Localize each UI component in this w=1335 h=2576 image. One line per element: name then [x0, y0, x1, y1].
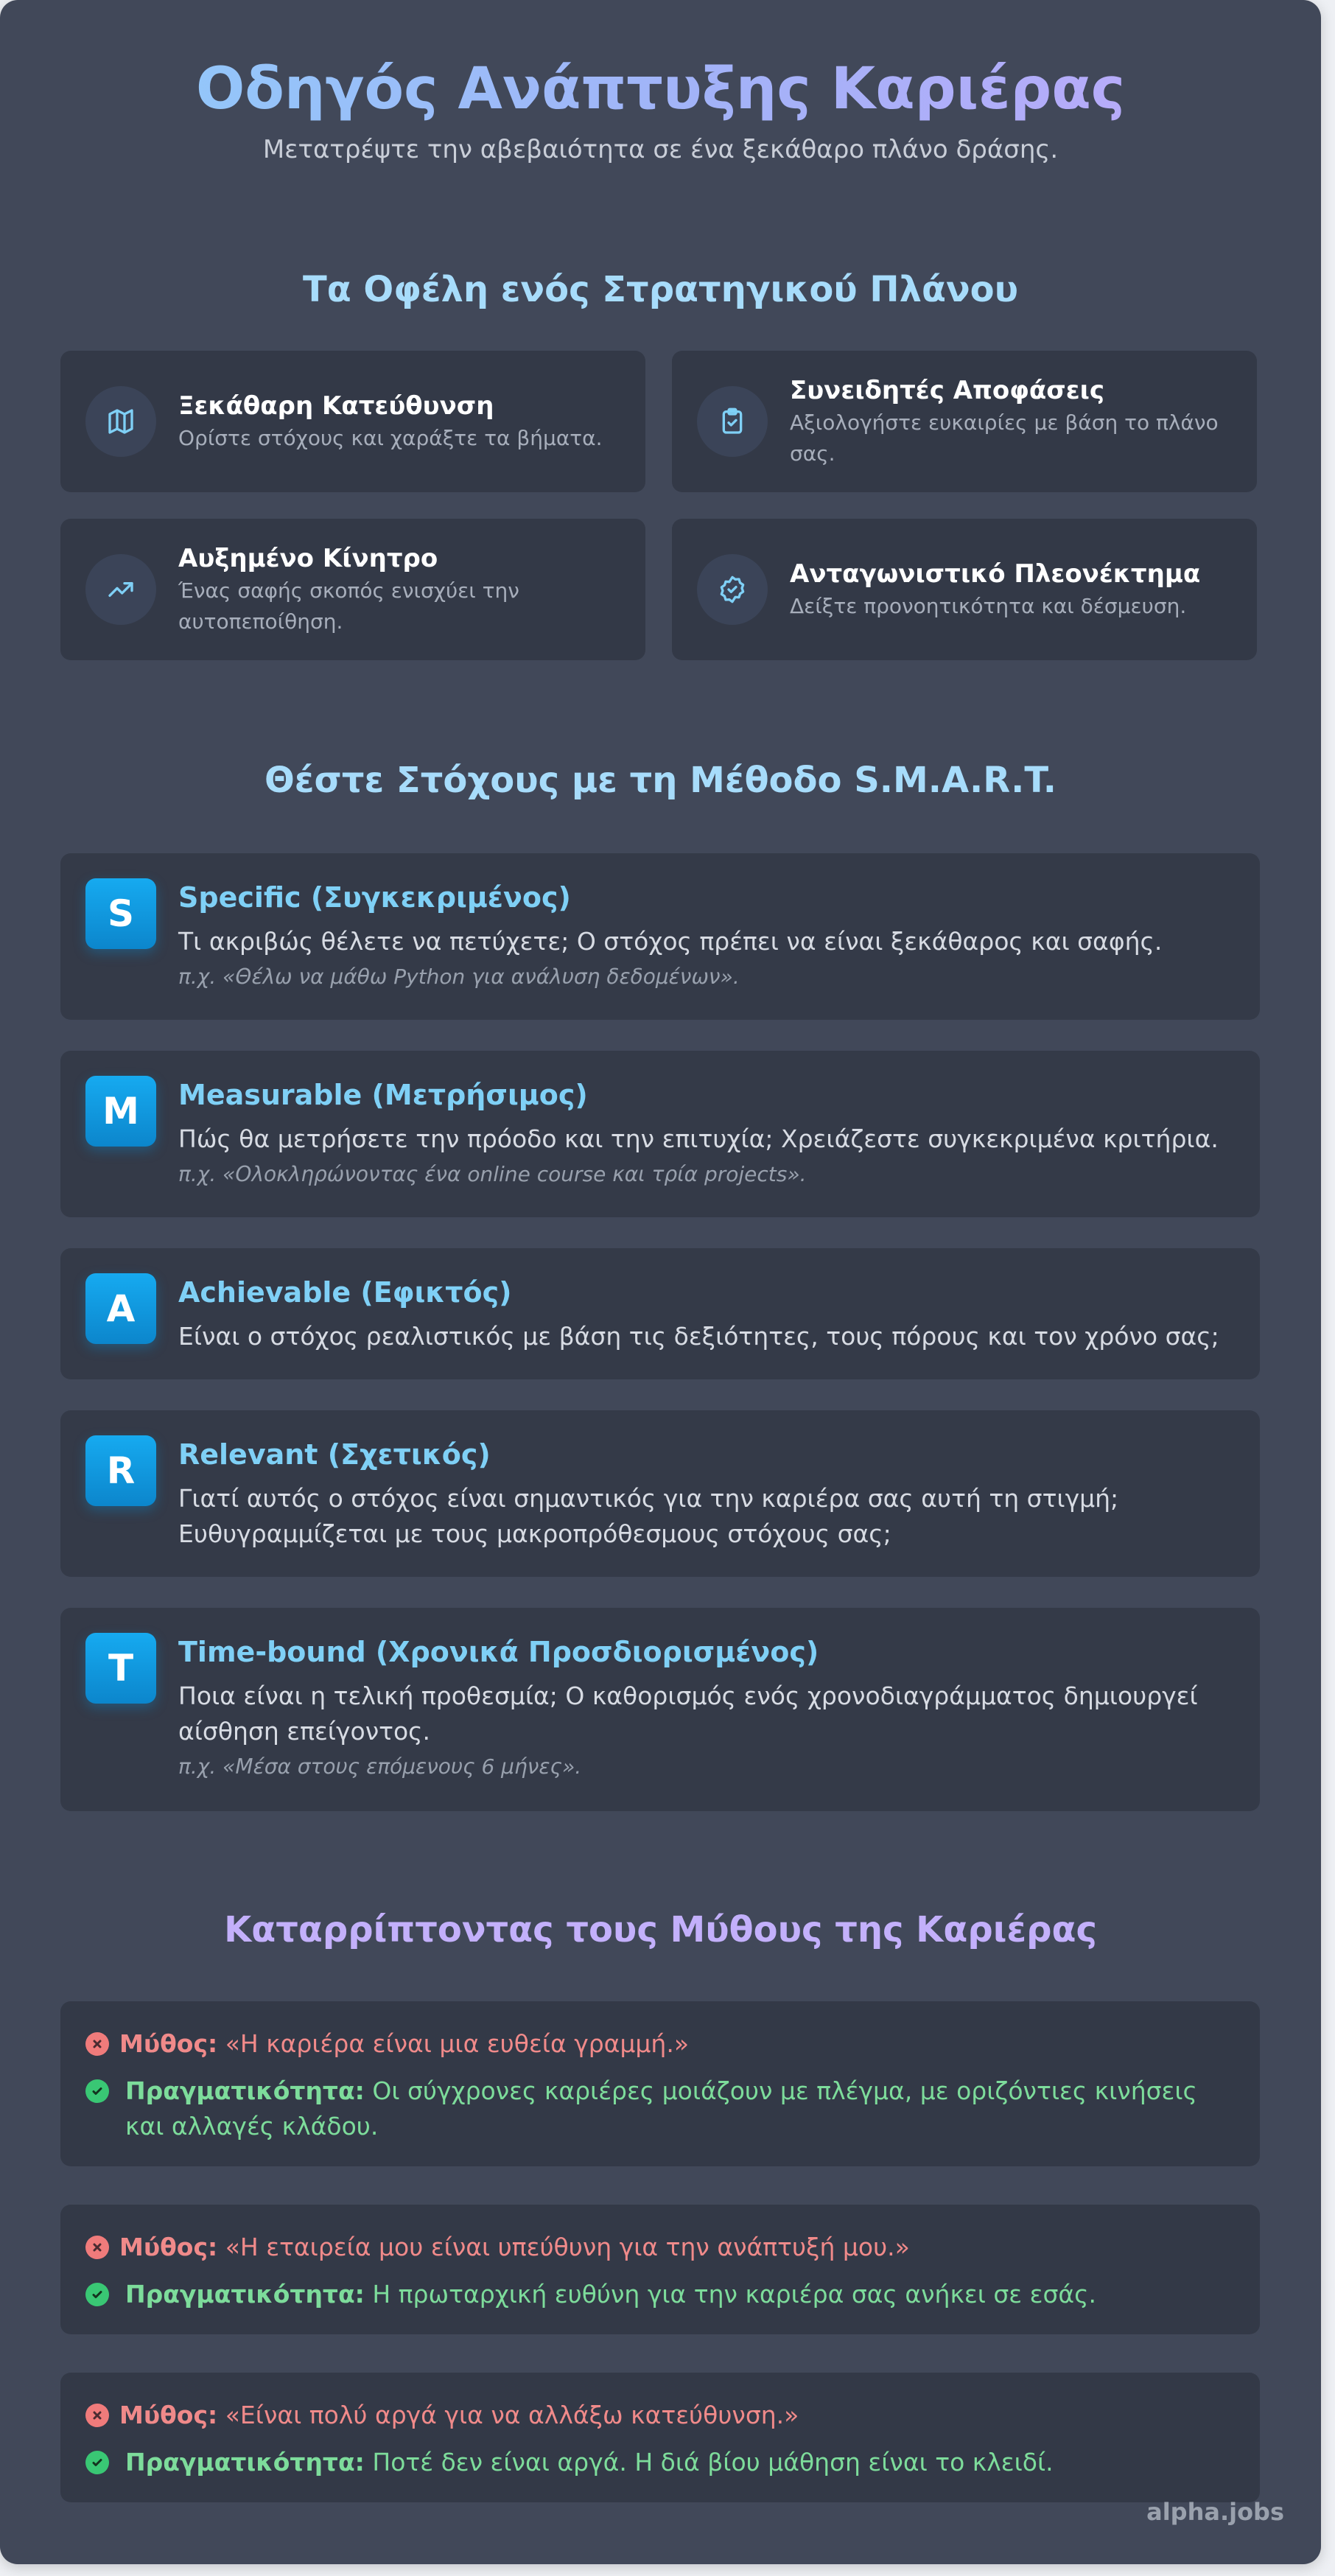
smart-description: Ποια είναι η τελική προθεσμία; Ο καθορισμός ενός χρονοδιαγράμματος δημιουργεί αίσθηση επείγοντος. — [178, 1681, 1198, 1746]
smart-letter-badge: S — [85, 878, 156, 949]
reality-statement: Οι σύγχρονες καριέρες μοιάζουν με πλέγμα, με οριζόντιες κινήσεις και αλλαγές κλάδου. — [125, 2076, 1197, 2141]
trending-up-icon — [85, 554, 156, 625]
smart-heading: Time-bound (Χρονικά Προσδιορισμένος) — [178, 1636, 819, 1668]
x-circle-icon — [85, 2404, 109, 2427]
reality-text — [85, 2073, 1230, 2144]
smart-letter-badge: M — [85, 1076, 156, 1147]
footer-brand[interactable]: alpha.jobs — [1146, 2498, 1284, 2526]
smart-description: Πώς θα μετρήσετε την πρόοδο και την επιτυχία; Χρειάζεστε συγκεκριμένα κριτήρια. — [178, 1124, 1219, 1153]
smart-card-time-bound — [60, 1608, 1260, 1811]
benefit-title: Ξεκάθαρη Κατεύθυνση — [178, 391, 494, 421]
myth-card — [60, 2373, 1260, 2502]
clipboard-check-icon — [697, 386, 768, 457]
myth-statement: «Είναι πολύ αργά για να αλλάξω κατεύθυνση.» — [225, 2401, 799, 2429]
x-circle-icon — [85, 2236, 109, 2259]
smart-example: π.χ. «Θέλω να μάθω Python για ανάλυση δεδομένων». — [178, 965, 740, 989]
map-icon — [85, 386, 156, 457]
smart-heading: Measurable (Μετρήσιμος) — [178, 1079, 588, 1111]
reality-statement: Ποτέ δεν είναι αργά. Η διά βίου μάθηση είναι το κλειδί. — [372, 2448, 1054, 2477]
myth-text — [85, 2230, 1230, 2265]
benefit-desc: Δείξτε προνοητικότητα και δέσμευση. — [790, 594, 1187, 618]
benefits-title: Τα Οφέλη ενός Στρατηγικού Πλάνου — [302, 269, 1019, 310]
smart-example: π.χ. «Μέσα στους επόμενους 6 μήνες». — [178, 1754, 582, 1779]
benefit-card-decisions — [672, 351, 1257, 492]
smart-description: Γιατί αυτός ο στόχος είναι σημαντικός για την καριέρα σας αυτή τη στιγμή; Ευθυγραμμίζεται με τους μακροπρόθεσμους στόχους σας; — [178, 1484, 1119, 1548]
myth-card — [60, 2001, 1260, 2166]
smart-letter-badge: A — [85, 1273, 156, 1344]
check-circle-icon — [85, 2283, 109, 2306]
smart-card-measurable — [60, 1051, 1260, 1217]
x-circle-icon — [85, 2032, 109, 2056]
badge-check-icon — [697, 554, 768, 625]
reality-label: Πραγματικότητα: — [125, 2076, 365, 2105]
smart-card-relevant — [60, 1410, 1260, 1577]
benefit-desc: Αξιολογήστε ευκαιρίες με βάση το πλάνο σας. — [790, 410, 1219, 466]
myth-label: Μύθος: — [119, 2401, 218, 2429]
benefit-desc: Ένας σαφής σκοπός ενισχύει την αυτοπεποίθηση. — [178, 578, 519, 634]
benefit-title: Συνειδητές Αποφάσεις — [790, 376, 1105, 405]
smart-title: Θέστε Στόχους με τη Μέθοδο S.M.A.R.T. — [264, 760, 1057, 801]
smart-description: Είναι ο στόχος ρεαλιστικός με βάση τις δεξιότητες, τους πόρους και τον χρόνο σας; — [178, 1322, 1219, 1351]
benefit-desc: Ορίστε στόχους και χαράξτε τα βήματα. — [178, 426, 603, 450]
reality-text — [85, 2445, 1230, 2480]
myth-statement: «Η καριέρα είναι μια ευθεία γραμμή.» — [225, 2029, 690, 2058]
smart-heading: Achievable (Εφικτός) — [178, 1276, 512, 1309]
smart-description: Τι ακριβώς θέλετε να πετύχετε; Ο στόχος πρέπει να είναι ξεκάθαρος και σαφής. — [178, 927, 1163, 956]
reality-text — [85, 2277, 1230, 2312]
smart-example: π.χ. «Ολοκληρώνοντας ένα online course και τρία projects». — [178, 1162, 807, 1186]
page-title: Οδηγός Ανάπτυξης Καριέρας — [0, 49, 1321, 130]
myths-title: Καταρρίπτοντας τους Μύθους της Καριέρας — [224, 1909, 1097, 1950]
reality-statement: Η πρωταρχική ευθύνη για την καριέρα σας ανήκει σε εσάς. — [372, 2280, 1096, 2309]
reality-label: Πραγματικότητα: — [125, 2448, 365, 2477]
smart-letter-badge: T — [85, 1633, 156, 1704]
myth-card — [60, 2205, 1260, 2334]
myth-text — [85, 2398, 1230, 2433]
myth-label: Μύθος: — [119, 2233, 218, 2261]
smart-card-achievable — [60, 1248, 1260, 1379]
page-subtitle: Μετατρέψτε την αβεβαιότητα σε ένα ξεκάθαρο πλάνο δράσης. — [262, 135, 1059, 164]
benefit-card-direction — [60, 351, 645, 492]
myth-statement: «Η εταιρεία μου είναι υπεύθυνη για την ανάπτυξή μου.» — [225, 2233, 910, 2261]
benefit-card-advantage — [672, 519, 1257, 660]
check-circle-icon — [85, 2079, 109, 2103]
myth-label: Μύθος: — [119, 2029, 218, 2058]
reality-label: Πραγματικότητα: — [125, 2280, 365, 2309]
smart-letter-badge: R — [85, 1435, 156, 1506]
check-circle-icon — [85, 2451, 109, 2474]
benefit-title: Ανταγωνιστικό Πλεονέκτημα — [790, 559, 1201, 589]
benefit-title: Αυξημένο Κίνητρο — [178, 544, 438, 573]
smart-heading: Relevant (Σχετικός) — [178, 1438, 491, 1471]
smart-card-specific — [60, 853, 1260, 1020]
myth-text — [85, 2026, 1230, 2062]
smart-heading: Specific (Συγκεκριμένος) — [178, 881, 571, 914]
benefit-card-motivation — [60, 519, 645, 660]
